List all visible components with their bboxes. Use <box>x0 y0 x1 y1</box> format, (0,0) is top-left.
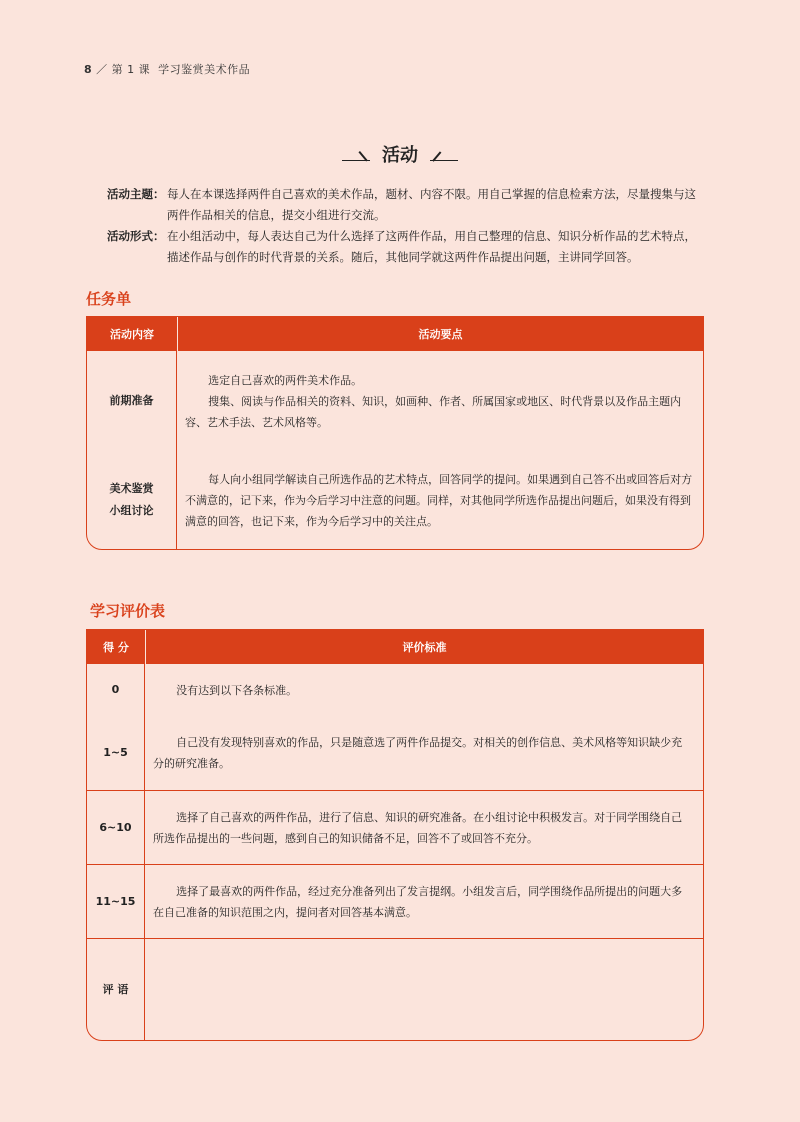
eval-comment-area[interactable] <box>145 938 703 1040</box>
table-row <box>87 664 703 716</box>
task-row-point-line: 每人向小组同学解读自己所选作品的艺术特点，回答同学的提问。如果遇到自己答不出或回答后对方不满意的，记下来，作为今后学习中注意的问题。同样，对其他同学所选作品提出问题后，如果没有得到满意的回答，也记下来，作为今后学习中的关注点。 <box>185 472 693 528</box>
activity-theme <box>107 184 707 226</box>
activity-info <box>107 184 707 268</box>
activity-form-label: 活动形式： <box>107 229 165 243</box>
eval-criteria <box>145 790 703 864</box>
eval-criteria-text: 没有达到以下各条标准。 <box>176 683 298 697</box>
activity-form <box>107 226 707 268</box>
eval-score: 6~10 <box>87 790 145 864</box>
eval-criteria <box>145 864 703 938</box>
eval-score: 0 <box>87 664 145 716</box>
task-col-points: 活动要点 <box>177 317 703 351</box>
task-row-point-line: 选定自己喜欢的两件美术作品。 <box>208 373 363 387</box>
eval-criteria-text: 自己没有发现特别喜欢的作品，只是随意选了两件作品提交。对相关的创作信息、美术风格等知识缺少充分的研究准备。 <box>153 736 683 770</box>
task-row-point-line: 搜集、阅读与作品相关的资料、知识，如画种、作者、所属国家或地区、时代背景以及作品主题内容、艺术手法、艺术风格等。 <box>185 394 682 429</box>
task-row-label <box>87 451 177 549</box>
table-row <box>87 351 703 451</box>
eval-score: 11~15 <box>87 864 145 938</box>
activity-title <box>0 141 800 167</box>
table-row <box>87 451 703 549</box>
eval-col-score: 得 分 <box>87 630 145 664</box>
table-row <box>87 790 703 864</box>
table-row <box>87 938 703 1040</box>
task-row-points <box>177 451 703 549</box>
eval-criteria <box>145 716 703 790</box>
task-col-content: 活动内容 <box>87 317 177 351</box>
task-row-points <box>177 351 703 451</box>
activity-form-text: 在小组活动中，每人表达自己为什么选择了这两件作品，用自己整理的信息、知识分析作品的艺术特点，描述作品与创作的时代背景的关系。随后，其他同学就这两件作品提出问题，主讲同学回答。 <box>167 229 696 264</box>
task-sheet-table <box>86 316 704 550</box>
eval-criteria-text: 选择了自己喜欢的两件作品，进行了信息、知识的研究准备。在小组讨论中积极发言。对于同学围绕自己所选作品提出的一些问题，感到自己的知识储备不足，回答不了或回答不充分。 <box>153 810 683 845</box>
eval-criteria <box>145 664 703 716</box>
table-row <box>87 716 703 790</box>
activity-theme-text: 每人在本课选择两件自己喜欢的美术作品，题材、内容不限。用自己掌握的信息检索方法，尽量搜集与这两件作品相关的信息，提交小组进行交流。 <box>167 187 696 222</box>
header-slash: ／ <box>96 63 108 76</box>
table-row <box>87 864 703 938</box>
page-number: 8 <box>84 63 93 76</box>
title-decoration-left <box>342 146 370 162</box>
lesson-number: 第 1 课 <box>111 63 151 76</box>
task-row-label <box>87 351 177 451</box>
eval-comment-label: 评 语 <box>87 938 145 1040</box>
evaluation-heading: 学习评价表 <box>90 602 166 620</box>
activity-title-text: 活动 <box>382 145 418 166</box>
task-sheet-heading: 任务单 <box>86 290 132 308</box>
lesson-title: 学习鉴赏美术作品 <box>158 63 251 76</box>
page-header <box>84 61 250 77</box>
eval-criteria-text: 选择了最喜欢的两件作品，经过充分准备列出了发言提纲。小组发言后，同学围绕作品所提出的问题大多在自己准备的知识范围之内，提问者对回答基本满意。 <box>153 884 683 919</box>
task-row-label-line: 美术鉴赏 <box>109 482 154 495</box>
title-decoration-right <box>430 146 458 162</box>
task-row-label-line: 前期准备 <box>109 394 154 407</box>
activity-theme-label: 活动主题： <box>107 187 165 201</box>
eval-score: 1~5 <box>87 716 145 790</box>
evaluation-table <box>86 629 704 1041</box>
task-row-label-line: 小组讨论 <box>109 504 154 517</box>
eval-col-criteria: 评价标准 <box>145 630 703 664</box>
